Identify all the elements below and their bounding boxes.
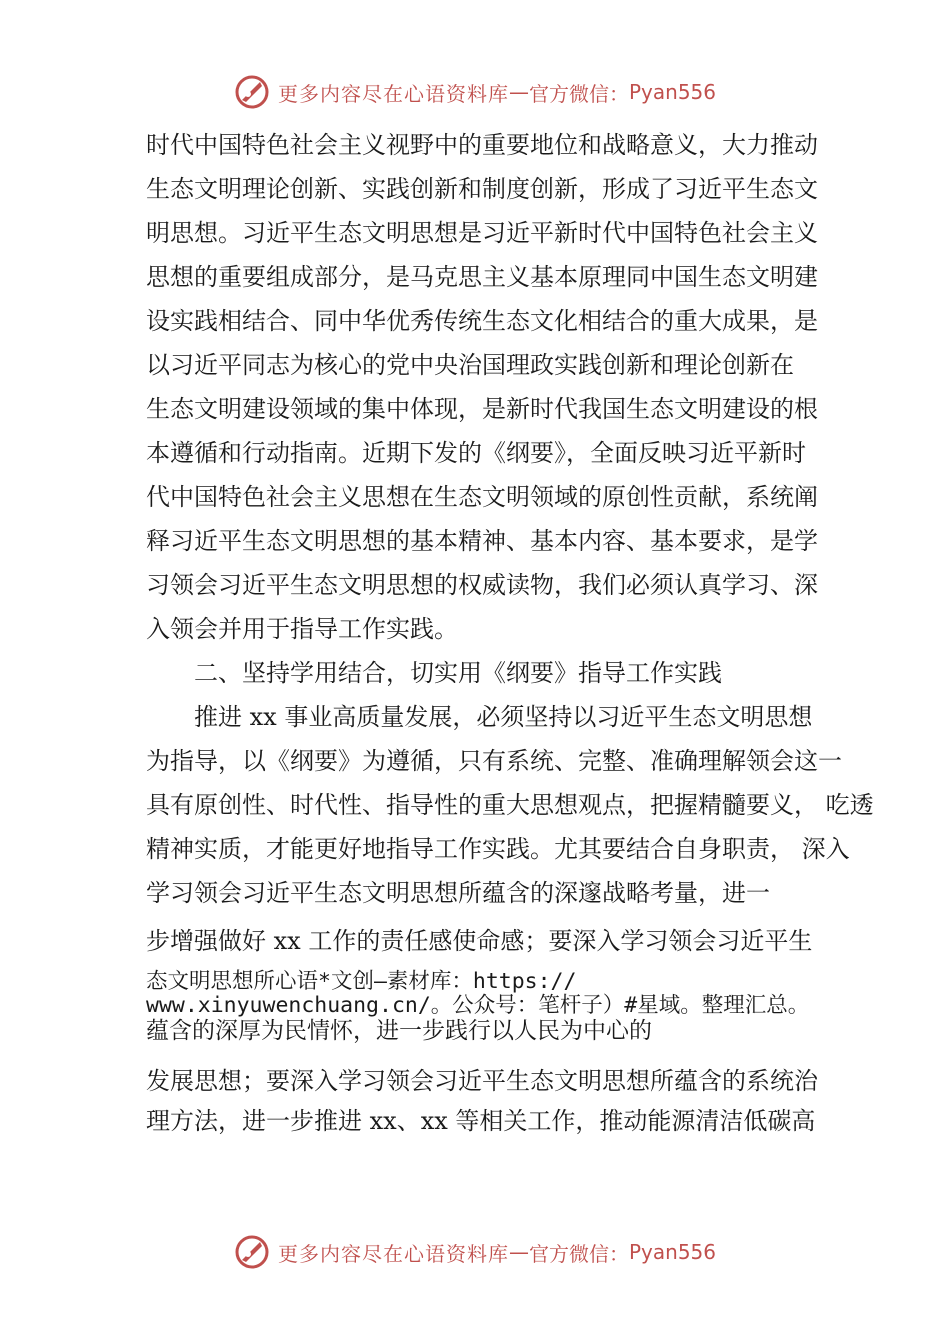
text-line: 思想的重要组成部分，是马克思主义基本原理同中国生态文明建 [146, 263, 818, 291]
text-line: 本遵循和行动指南。近期下发的《纲要》，全面反映习近平新时 [146, 439, 806, 467]
text-line: 以习近平同志为核心的党中央治国理政实践创新和理论创新在 [146, 351, 794, 379]
banner-separator: — [508, 80, 529, 104]
banner-wechat-id: Pyan556 [628, 1240, 716, 1264]
banner-official: 官方微信： [528, 1241, 629, 1266]
text-line: 蕴含的深厚为民情怀，进一步践行以人民为中心的 [146, 1018, 652, 1044]
banner-brand: 更多内容尽在心语资料库 [277, 81, 509, 106]
text-line: 明思想。习近平生态文明思想是习近平新时代中国特色社会主义 [146, 219, 818, 247]
text-line: 精神实质，才能更好地指导工作实践。尤其要结合自身职责， 深入 [146, 835, 850, 863]
text-line: 发展思想；要深入学习领会习近平生态文明思想所蕴含的系统治 [146, 1067, 818, 1095]
text-line: 学习领会习近平生态文明思想所蕴含的深邃战略考量，进一 [146, 879, 770, 907]
header-banner [0, 72, 950, 112]
text-line: 态文明思想所心语*文创—素材库：https:// [146, 969, 577, 994]
banner-official: 官方微信： [528, 81, 629, 106]
footer-banner [0, 1232, 950, 1272]
section-heading: 二、坚持学用结合，切实用《纲要》指导工作实践 [194, 659, 722, 687]
banner-wechat-id: Pyan556 [628, 80, 716, 104]
banner-brand: 更多内容尽在心语资料库 [277, 1241, 509, 1266]
banner-separator: — [508, 1240, 529, 1264]
text-line: 具有原创性、时代性、指导性的重大思想观点，把握精髓要义， 吃透 [146, 791, 874, 819]
pen-nib-logo-icon [234, 1234, 270, 1270]
text-line: 推进 xx 事业高质量发展，必须坚持以习近平生态文明思想 [194, 703, 813, 731]
text-line: 步增强做好 xx 工作的责任感使命感；要深入学习领会习近平生 [146, 927, 813, 955]
text-line: 生态文明建设领域的集中体现，是新时代我国生态文明建设的根 [146, 395, 818, 423]
pen-nib-logo-icon [234, 74, 270, 110]
text-line: 入领会并用于指导工作实践。 [146, 615, 458, 643]
text-line: 释习近平生态文明思想的基本精神、基本内容、基本要求，是学 [146, 527, 818, 555]
text-line: 理方法，进一步推进 xx、xx 等相关工作，推动能源清洁低碳高 [146, 1107, 816, 1135]
text-line: www.xinyuwenchuang.cn/。公众号：笔杆子）#星域。整理汇总。 [146, 993, 810, 1018]
text-line: 代中国特色社会主义思想在生态文明领域的原创性贡献，系统阐 [146, 483, 818, 511]
text-line: 生态文明理论创新、实践创新和制度创新，形成了习近平生态文 [146, 175, 818, 203]
text-line: 习领会习近平生态文明思想的权威读物，我们必须认真学习、深 [146, 571, 818, 599]
text-line: 为指导，以《纲要》为遵循，只有系统、完整、准确理解领会这一 [146, 747, 842, 775]
text-line: 设实践相结合、同中华优秀传统生态文化相结合的重大成果，是 [146, 307, 818, 335]
text-line: 时代中国特色社会主义视野中的重要地位和战略意义，大力推动 [146, 131, 818, 159]
